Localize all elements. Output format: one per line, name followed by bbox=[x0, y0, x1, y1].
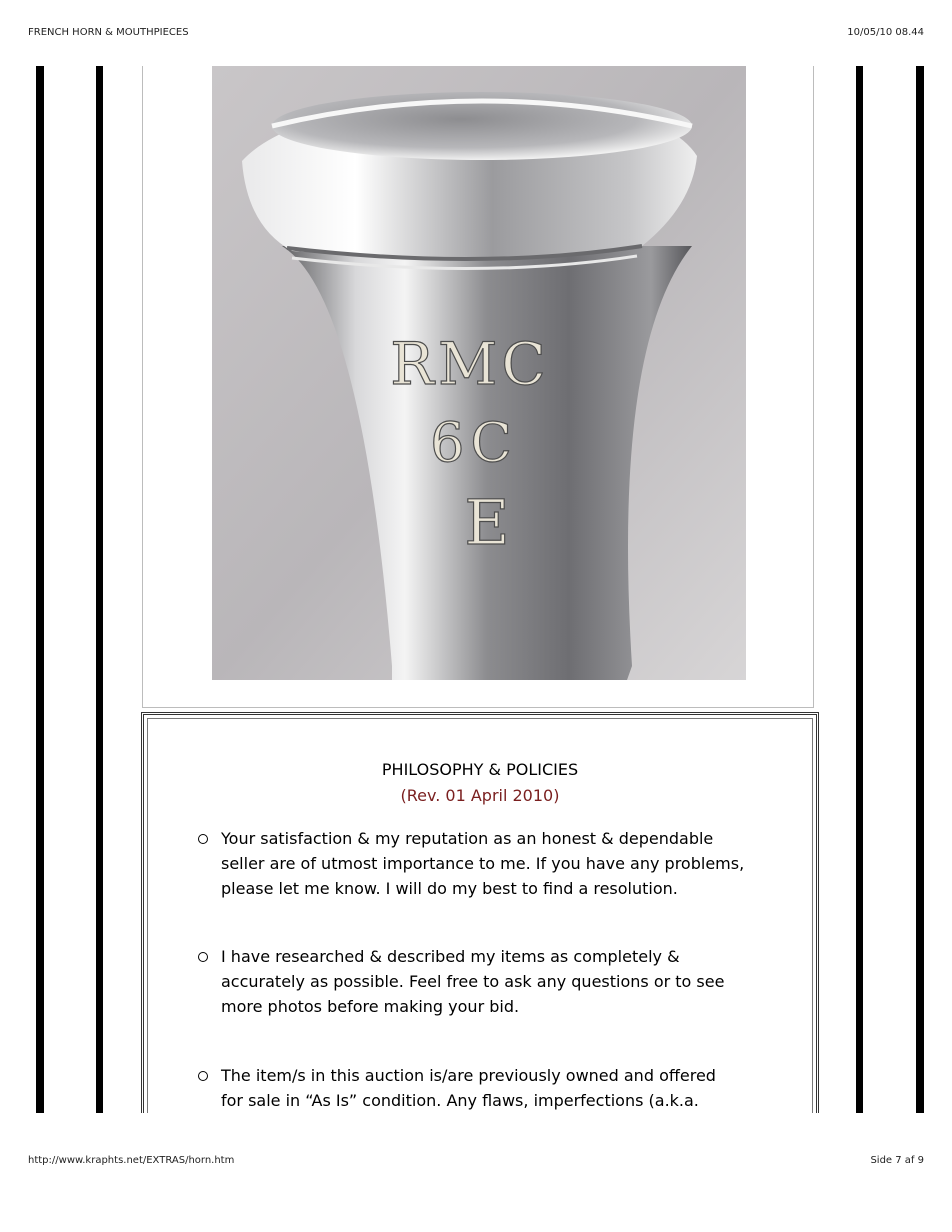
policy-item-2-line-2: accurately as possible. Feel free to ask any questions or to see bbox=[221, 972, 725, 991]
print-header-title: FRENCH HORN & MOUTHPIECES bbox=[28, 27, 189, 38]
engraving-size: 6C bbox=[430, 411, 518, 474]
policy-item-2 bbox=[221, 944, 791, 1019]
print-header-datetime: 10/05/10 08.44 bbox=[847, 27, 924, 38]
policy-item-1 bbox=[221, 826, 791, 901]
policy-item-1-line-3: please let me know. I will do my best to find a resolution. bbox=[221, 879, 678, 898]
policy-item-3-line-2: for sale in “As Is” condition. Any flaws, imperfections (a.k.a. bbox=[221, 1091, 699, 1110]
policy-item-2-line-1: I have researched & described my items as completely & bbox=[221, 947, 680, 966]
print-footer-url[interactable]: http://www.kraphts.net/EXTRAS/horn.htm bbox=[28, 1155, 235, 1166]
mouthpiece-photo bbox=[212, 66, 746, 680]
page-cut-mask bbox=[0, 1113, 952, 1232]
engraving-rmc: RMC bbox=[390, 330, 550, 398]
policy-item-2-line-3: more photos before making your bid. bbox=[221, 997, 520, 1016]
left-inner-bar bbox=[96, 66, 103, 1113]
bullet-circle-icon bbox=[198, 952, 208, 962]
policy-item-1-line-2: seller are of utmost importance to me. If you have any problems, bbox=[221, 854, 745, 873]
engraving-letter: E bbox=[464, 486, 510, 559]
policy-item-3 bbox=[221, 1063, 791, 1113]
left-outer-bar bbox=[36, 66, 44, 1113]
policies-revision: (Rev. 01 April 2010) bbox=[400, 786, 560, 805]
print-footer-page: Side 7 af 9 bbox=[870, 1155, 924, 1166]
bullet-circle-icon bbox=[198, 1071, 208, 1081]
policies-title: PHILOSOPHY & POLICIES bbox=[381, 760, 579, 779]
right-inner-bar bbox=[856, 66, 863, 1113]
policy-item-3-line-1: The item/s in this auction is/are previously owned and offered bbox=[221, 1066, 716, 1085]
bullet-circle-icon bbox=[198, 834, 208, 844]
right-outer-bar bbox=[916, 66, 924, 1113]
policy-item-1-line-1: Your satisfaction & my reputation as an honest & dependable bbox=[221, 829, 714, 848]
